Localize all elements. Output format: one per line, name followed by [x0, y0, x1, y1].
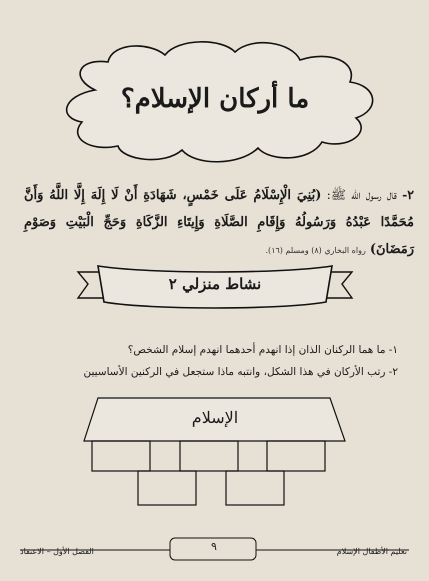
activity-banner-label: نشاط منزلي ٢ — [168, 275, 262, 293]
house-label: الإسلام — [191, 408, 239, 427]
pillar-box-3 — [267, 441, 325, 471]
pillar-box-4 — [138, 471, 196, 505]
pillar-box-1 — [92, 441, 150, 471]
pillar-box-5 — [226, 471, 284, 505]
hadith-source: رواه البخاري (٨) ومسلم (١٦). — [265, 246, 366, 255]
page-number: ٩ — [211, 540, 217, 553]
hadith-paragraph — [24, 182, 414, 264]
footer-chapter: الفصل الأول – الاعتقاد — [20, 547, 94, 556]
hadith-quote: (بُنِيَ الْإِسْلَامُ عَلَى خَمْسٍ، شَهَادَةِ أَنْ لَا إِلَهَ إِلَّا اللَّهُ وَأَنَّ مُحَمَّدًا عَبْدُهُ وَرَسُولُهُ وَإِقَامِ الصَّلَاةِ وَإِيتَاءِ الزَّكَاةِ وَحَجِّ الْبَيْتِ وَصَوْمِ رَمَضَانَ) — [24, 188, 414, 257]
hadith-number: ٢- — [402, 187, 414, 202]
pillar-box-2 — [180, 441, 238, 471]
footer-book-title: تعليم الأطفال الإسلام — [336, 547, 407, 556]
question-2: ٢- رتب الأركان في هذا الشكل، وانتبه ماذا ستجعل في الركنين الأساسيين — [83, 366, 398, 378]
hadith-intro: قال رسول الله ﷺ: — [326, 187, 397, 202]
question-1: ١- ما هما الركنان الذان إذا انهدم أحدهما انهدم إسلام الشخص؟ — [127, 344, 398, 356]
page-title: ما أركان الإسلام؟ — [120, 84, 310, 114]
